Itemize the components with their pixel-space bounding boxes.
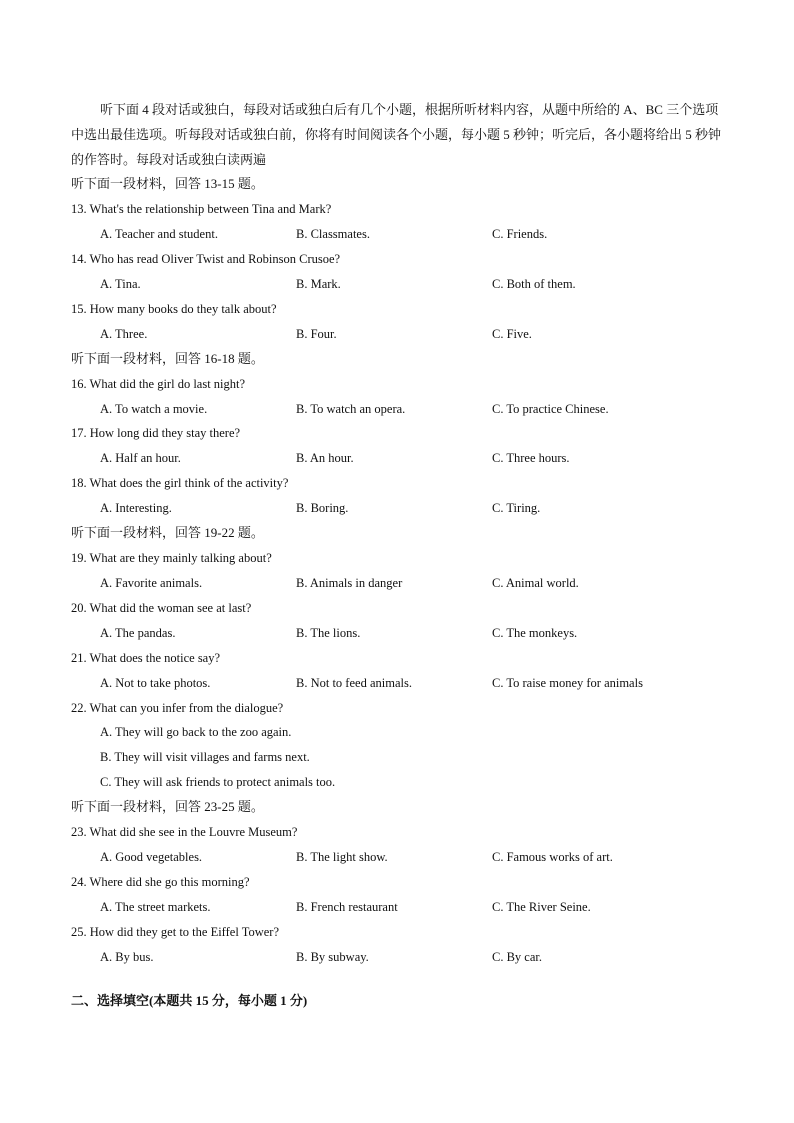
question-14-option-b: B. Mark.: [296, 277, 341, 291]
question-19: 19. What are they mainly talking about?: [71, 551, 272, 565]
question-17-option-b: B. An hour.: [296, 451, 354, 465]
question-23-option-a: A. Good vegetables.: [100, 850, 203, 864]
question-25-option-c: C. By car.: [492, 950, 542, 964]
question-25-option-b: B. By subway.: [296, 950, 369, 964]
question-16-option-c: C. To practice Chinese.: [492, 402, 609, 416]
question-14: 14. Who has read Oliver Twist and Robinson Crusoe?: [71, 252, 341, 266]
question-15: 15. How many books do they talk about?: [71, 302, 277, 316]
question-13-option-c: C. Friends.: [492, 227, 548, 241]
question-17-option-c: C. Three hours.: [492, 451, 570, 465]
question-20: 20. What did the woman see at last?: [71, 601, 252, 615]
question-21-option-a: A. Not to take photos.: [100, 676, 211, 690]
question-21: 21. What does the notice say?: [71, 651, 221, 665]
question-17-option-a: A. Half an hour.: [100, 451, 181, 465]
question-24-option-b: B. French restaurant: [296, 900, 398, 914]
question-22: 22. What can you infer from the dialogue?: [71, 701, 284, 715]
question-20-option-c: C. The monkeys.: [492, 626, 578, 640]
question-24-option-a: A. The street markets.: [100, 900, 211, 914]
question-20-option-b: B. The lions.: [296, 626, 361, 640]
question-23-option-b: B. The light show.: [296, 850, 388, 864]
question-19-option-b: B. Animals in danger: [296, 576, 403, 590]
question-19-option-a: A. Favorite animals.: [100, 576, 203, 590]
section-heading: 听下面一段材料，回答 23-25 题。: [71, 799, 264, 814]
section-heading: 听下面一段材料，回答 13-15 题。: [71, 176, 264, 191]
part-two-heading: 二、选择填空(本题共 15 分，每小题 1 分): [71, 993, 308, 1008]
question-15-option-c: C. Five.: [492, 327, 532, 341]
question-19-option-c: C. Animal world.: [492, 576, 579, 590]
question-18: 18. What does the girl think of the activity?: [71, 476, 289, 490]
question-13-option-a: A. Teacher and student.: [100, 227, 218, 241]
question-18-option-a: A. Interesting.: [100, 501, 172, 515]
question-25-option-a: A. By bus.: [100, 950, 154, 964]
question-22-option-b: B. They will visit villages and farms next.: [100, 750, 310, 764]
question-18-option-b: B. Boring.: [296, 501, 349, 515]
question-16-option-b: B. To watch an opera.: [296, 402, 406, 416]
question-15-option-b: B. Four.: [296, 327, 337, 341]
question-22-option-a: A. They will go back to the zoo again.: [100, 725, 292, 739]
question-21-option-b: B. Not to feed animals.: [296, 676, 412, 690]
question-24-option-c: C. The River Seine.: [492, 900, 591, 914]
question-20-option-a: A. The pandas.: [100, 626, 176, 640]
question-15-option-a: A. Three.: [100, 327, 148, 341]
question-21-option-c: C. To raise money for animals: [492, 676, 643, 690]
question-13-option-b: B. Classmates.: [296, 227, 370, 241]
question-23: 23. What did she see in the Louvre Museum?: [71, 825, 298, 839]
question-25: 25. How did they get to the Eiffel Tower?: [71, 925, 279, 939]
question-16-option-a: A. To watch a movie.: [100, 402, 208, 416]
listening-instructions: 听下面 4 段对话或独白，每段对话或独白后有几个小题，根据所听材料内容，从题中所给的 A、BC 三个选项中选出最佳选项。听每段对话或独白前，你将有时间阅读各个小题，每小题 5 秒钟；听完后，各小题将给出 5 秒钟的作答时。每段对话或独白读两遍: [71, 102, 722, 167]
question-22-option-c: C. They will ask friends to protect animals too.: [100, 775, 336, 789]
section-heading: 听下面一段材料，回答 19-22 题。: [71, 525, 264, 540]
question-24: 24. Where did she go this morning?: [71, 875, 250, 889]
question-16: 16. What did the girl do last night?: [71, 377, 246, 391]
question-14-option-a: A. Tina.: [100, 277, 141, 291]
section-heading: 听下面一段材料，回答 16-18 题。: [71, 351, 264, 366]
question-23-option-c: C. Famous works of art.: [492, 850, 613, 864]
question-18-option-c: C. Tiring.: [492, 501, 541, 515]
question-13: 13. What's the relationship between Tina and Mark?: [71, 202, 332, 216]
question-17: 17. How long did they stay there?: [71, 426, 241, 440]
question-14-option-c: C. Both of them.: [492, 277, 576, 291]
